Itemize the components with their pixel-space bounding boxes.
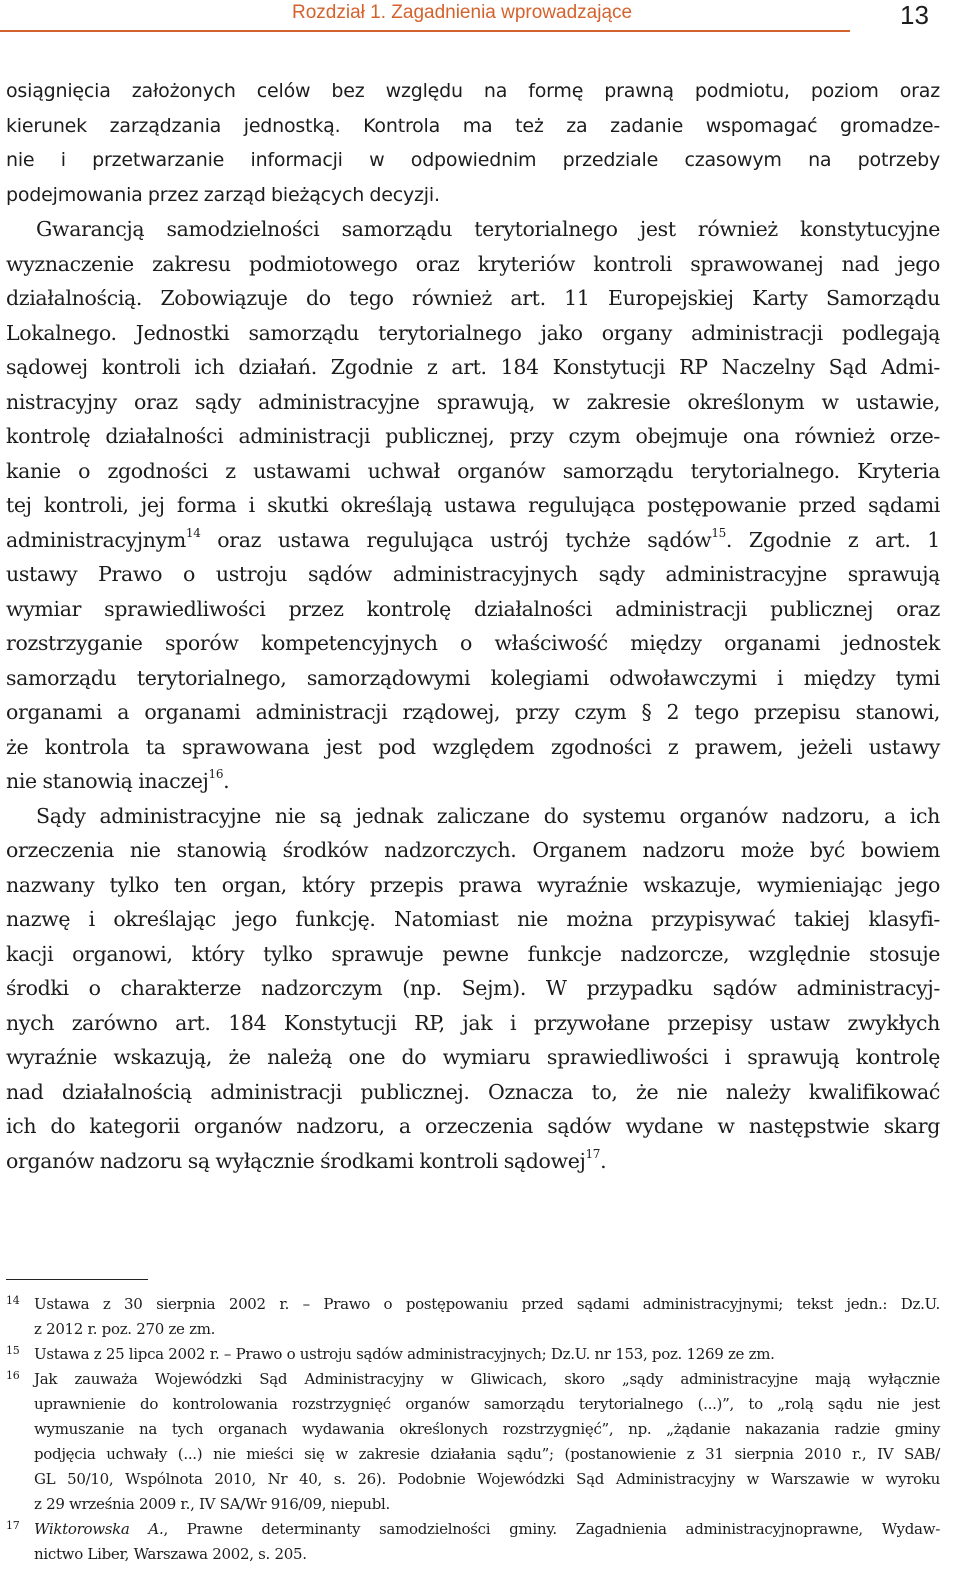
footnote-separator xyxy=(6,1279,148,1280)
text-fragment: organów nadzoru są wyłącznie środkami kontroli sądowej xyxy=(6,1148,586,1173)
footnote-line: GL 50/10, Wspólnota 2010, Nr 40, s. 26). Podobnie Wojewódzki Sąd Administracyjny w Warszawie w wyroku xyxy=(34,1470,940,1488)
text-line: że kontrola ta sprawowana jest pod względem zgodności z prawem, jeżeli ustawy xyxy=(6,734,940,759)
footnote-line: podjęcia uchwały (...) nie mieści się w zakresie działania sądu”; (postanowienie z 31 sierpnia 2010 r., IV SAB/ xyxy=(34,1445,940,1463)
header-rule xyxy=(0,30,850,32)
footnote-number: 17 xyxy=(6,1519,20,1532)
text-line: organami a organami administracji rządowej, przy czym § 2 tego przepisu stanowi, xyxy=(6,700,940,724)
footnote-line: wymuszanie na tych organach wydawania określonych rozstrzygnięć”, np. „żądanie nakazania radzie gminy xyxy=(34,1420,940,1438)
text-line: kacji organowi, który tylko sprawuje pewne funkcje nadzorcze, względnie stosuje xyxy=(6,941,940,966)
text-line: sądowej kontroli ich działań. Zgodnie z art. 184 Konstytucji RP Naczelny Sąd Admi- xyxy=(6,355,940,379)
page-number: 13 xyxy=(900,0,929,30)
text-line: Sądy administracyjne nie są jednak zaliczane do systemu organów nadzoru, a ich xyxy=(36,803,940,828)
text-fragment: . Zgodnie z art. 1 xyxy=(725,527,940,552)
footnote-line: Jak zauważa Wojewódzki Sąd Administracyjny w Gliwicach, skoro „sądy administracyjne mają wyłącznie xyxy=(34,1370,940,1388)
text-line: ich do kategorii organów nadzoru, a orzeczenia sądów wydane w następstwie skarg xyxy=(6,1114,940,1138)
paragraph-3 xyxy=(6,799,940,1179)
footnote-author: Wiktorowska A. xyxy=(34,1520,164,1538)
text-line: kontrolę działalności administracji publicznej, przy czym obejmuje ona również orze- xyxy=(6,424,940,448)
text-fragment: . xyxy=(223,769,230,793)
text-line: wymiar sprawiedliwości przez kontrolę działalności administracji publicznej oraz xyxy=(6,596,940,621)
paragraph-1 xyxy=(6,74,940,212)
text-line: nazwany tylko ten organ, który przepis prawa wyraźnie wskazuje, wymieniając jego xyxy=(6,872,940,897)
footnote-16 xyxy=(6,1367,940,1517)
text-line: tej kontroli, jej forma i skutki określają ustawa regulująca postępowanie przed sądami xyxy=(6,493,940,517)
main-text xyxy=(6,74,940,1178)
text-line: podejmowania przez zarząd bieżących decyzji. xyxy=(6,183,440,206)
footnote-ref[interactable]: 16 xyxy=(208,767,224,782)
text-line: środki o charakterze nadzorczym (np. Sejm). W przypadku sądów administracyj- xyxy=(6,976,940,1000)
footnote-17 xyxy=(6,1517,940,1567)
text-line: nad działalnością administracji publicznej. Oznacza to, że nie należy kwalifikować xyxy=(6,1079,940,1104)
footnotes xyxy=(6,1292,940,1567)
footnote-number: 14 xyxy=(6,1294,20,1307)
text-fragment: administracyjnym xyxy=(6,527,186,552)
text-line: samorządu terytorialnego, samorządowymi kolegiami odwoławczymi i między tymi xyxy=(6,665,940,690)
paragraph-2 xyxy=(6,212,940,799)
footnote-ref[interactable]: 17 xyxy=(585,1146,601,1161)
page-header xyxy=(0,0,960,40)
footnote-line: z 29 września 2009 r., IV SA/Wr 916/09, niepubl. xyxy=(34,1495,390,1513)
footnote-line: Ustawa z 30 sierpnia 2002 r. – Prawo o postępowaniu przed sądami administracyjnymi; tekst jedn.: Dz.U. xyxy=(34,1295,940,1313)
text-line: kierunek zarządzania jednostką. Kontrola ma też za zadanie wspomagać gromadze- xyxy=(6,114,940,137)
footnote-line xyxy=(34,1517,940,1542)
footnote-line: uprawnienie do kontrolowania rozstrzygnięć organów samorządu terytorialnego (...)”, to „rolą sądu nie jest xyxy=(34,1395,940,1413)
footnote-14 xyxy=(6,1292,940,1342)
text-fragment: oraz ustawa regulująca ustrój tychże sądów xyxy=(200,527,712,552)
text-line: nie i przetwarzanie informacji w odpowiednim przedziale czasowym na potrzeby xyxy=(6,149,940,171)
footnote-line: nictwo Liber, Warszawa 2002, s. 205. xyxy=(34,1545,307,1563)
text-line xyxy=(6,523,940,558)
chapter-title: Rozdział 1. Zagadnienia wprowadzające xyxy=(292,2,633,23)
text-line: wyznaczenie zakresu podmiotowego oraz kryteriów kontroli sprawowanej nad jego xyxy=(6,251,940,276)
text-line: ustawy Prawo o ustroju sądów administracyjnych sądy administracyjne sprawują xyxy=(6,562,940,586)
footnote-line: Ustawa z 25 lipca 2002 r. – Prawo o ustroju sądów administracyjnych; Dz.U. nr 153, poz. 1269 ze zm. xyxy=(34,1345,775,1363)
footnote-ref[interactable]: 15 xyxy=(711,525,726,540)
footnote-number: 16 xyxy=(6,1369,20,1382)
text-line xyxy=(6,1144,940,1179)
footnote-number: 15 xyxy=(6,1344,20,1357)
text-line: nazwę i określając jego funkcję. Natomiast nie można przypisywać takiej klasyfi- xyxy=(6,907,940,931)
text-line: nistracyjny oraz sądy administracyjne sprawują, w zakresie określonym w ustawie, xyxy=(6,389,940,414)
text-line: kanie o zgodności z ustawami uchwał organów samorządu terytorialnego. Kryteria xyxy=(6,458,940,483)
text-fragment: . xyxy=(600,1148,607,1173)
footnote-15 xyxy=(6,1342,940,1367)
text-line: osiągnięcia założonych celów bez względu na formę prawną podmiotu, poziom oraz xyxy=(6,80,940,102)
text-line: Gwarancją samodzielności samorządu terytorialnego jest również konstytucyjne xyxy=(36,217,940,241)
text-line: rozstrzyganie sporów kompetencyjnych o właściwość między organami jednostek xyxy=(6,631,940,655)
text-line: działalnością. Zobowiązuje do tego również art. 11 Europejskiej Karty Samorządu xyxy=(6,286,940,310)
text-line: orzeczenia nie stanowią środków nadzorczych. Organem nadzoru może być bowiem xyxy=(6,838,940,862)
text-fragment: , Prawne determinanty samodzielności gminy. Zagadnienia administracyjnoprawne, Wydaw- xyxy=(163,1520,940,1538)
text-line xyxy=(6,764,940,799)
footnote-ref[interactable]: 14 xyxy=(185,525,201,540)
text-line: Lokalnego. Jednostki samorządu terytorialnego jako organy administracji podlegają xyxy=(6,320,940,345)
footnote-line: z 2012 r. poz. 270 ze zm. xyxy=(34,1320,216,1338)
text-fragment: nie stanowią inaczej xyxy=(6,769,209,793)
text-line: wyraźnie wskazują, że należą one do wymiaru sprawiedliwości i sprawują kontrolę xyxy=(6,1045,940,1069)
text-line: nych zarówno art. 184 Konstytucji RP, jak i przywołane przepisy ustaw zwykłych xyxy=(6,1010,940,1035)
